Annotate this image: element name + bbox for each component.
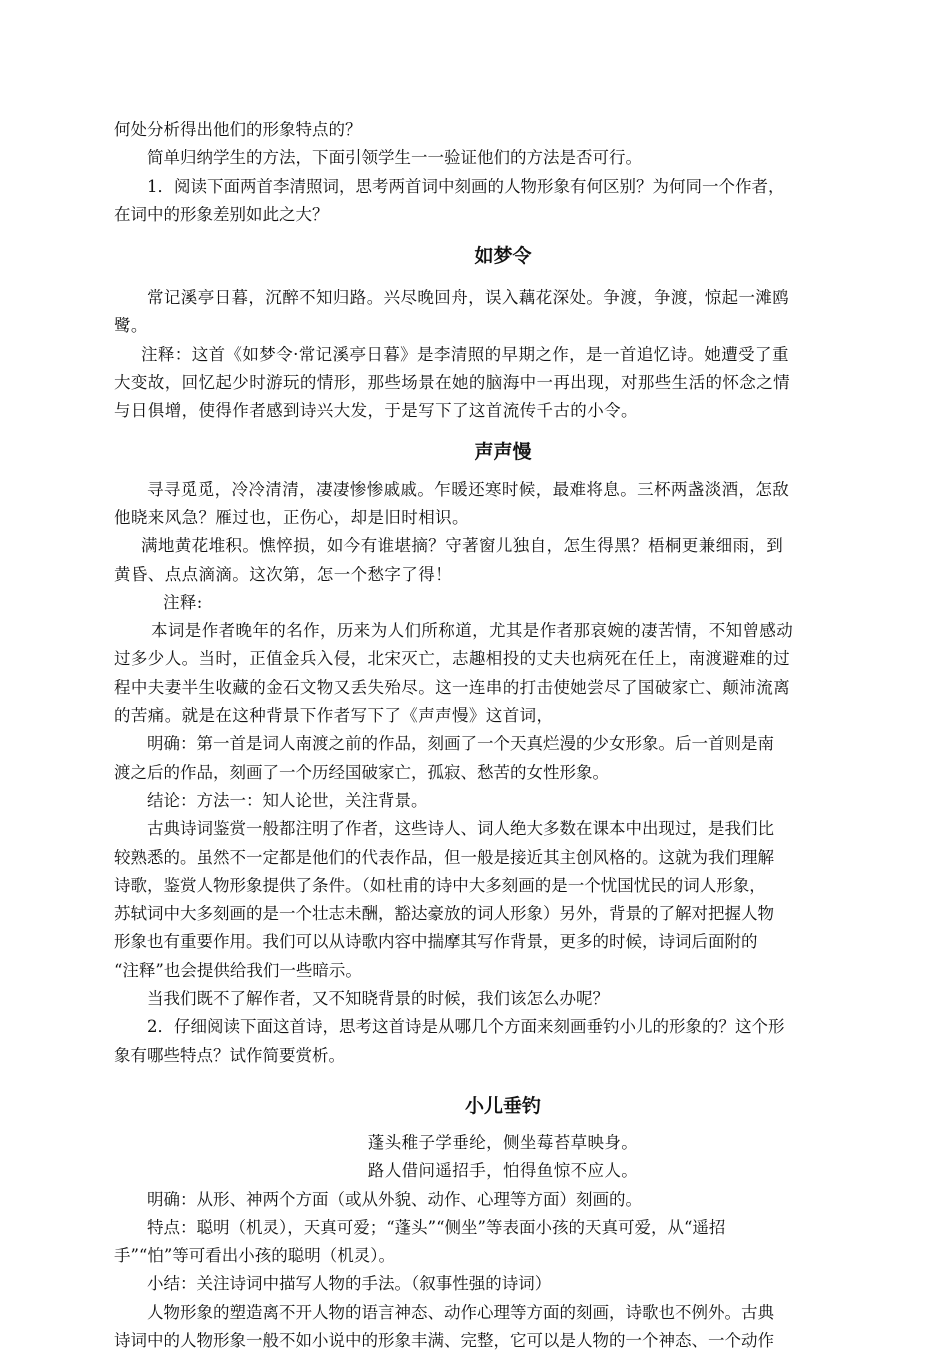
poem-note-line: 的苦痛。就是在这种背景下作者写下了《声声慢》这首词， — [114, 706, 554, 726]
paragraph-line: 明确：第一首是词人南渡之前的作品，刻画了一个天真烂漫的少女形象。后一首则是南 — [147, 734, 774, 754]
paragraph-line: 手”“怕”等可看出小孩的聪明（机灵）。 — [114, 1246, 396, 1266]
paragraph-line: 2．仔细阅读下面这首诗，思考这首诗是从哪几个方面来刻画垂钓小儿的形象的？这个形 — [147, 1017, 785, 1037]
paragraph-line: 苏轼词中大多刻画的是一个壮志未酬，豁达豪放的词人形象）另外，背景的了解对把握人物 — [114, 904, 774, 924]
poem-line: 满地黄花堆积。憔悴损，如今有谁堪摘？守著窗儿独自，怎生得黑？梧桐更兼细雨，到 — [141, 536, 784, 556]
paragraph-line: 小结：关注诗词中描写人物的手法。（叙事性强的诗词） — [147, 1274, 552, 1294]
poem-note-line: 大变故，回忆起少时游玩的情形，那些场景在她的脑海中一再出现，对那些生活的怀念之情 — [114, 373, 790, 393]
poem-title-rumengling: 如梦令 — [474, 245, 532, 268]
paragraph-line: 在词中的形象差别如此之大？ — [114, 204, 329, 224]
poem-line: 蓬头稚子学垂纶，侧坐莓苔草映身。 — [367, 1132, 639, 1152]
paragraph-line: 人物形象的塑造离不开人物的语言神态、动作心理等方面的刻画，诗歌也不例外。古典 — [147, 1302, 774, 1322]
poem-title-xiaoerchuidiao: 小儿垂钓 — [464, 1094, 541, 1117]
poem-line: 常记溪亭日暮，沉醉不知归路。兴尽晚回舟，误入藕花深处。争渡，争渡，惊起一滩鸥 — [147, 288, 790, 308]
paragraph-line: “注释”也会提供给我们一些暗示。 — [114, 960, 362, 980]
poem-note-label: 注释: — [163, 592, 203, 612]
paragraph-line: 特点：聪明（机灵），天真可爱；“蓬头”“侧坐”等表面小孩的天真可爱，从“遥招 — [147, 1217, 726, 1237]
paragraph-line: 明确：从形、神两个方面（或从外貌、动作、心理等方面）刻画的。 — [147, 1189, 642, 1209]
paragraph-line: 何处分析得出他们的形象特点的？ — [114, 120, 362, 139]
paragraph-line: 较熟悉的。虽然不一定都是他们的代表作品，但一般是接近其主创风格的。这就为我们理解 — [114, 847, 774, 867]
paragraph-line: 当我们既不了解作者，又不知晓背景的时候，我们该怎么办呢？ — [147, 989, 609, 1009]
poem-note-line: 本词是作者晚年的名作，历来为人们所称道，尤其是作者那哀婉的凄苦情，不知曾感动 — [151, 621, 794, 641]
poem-note-line: 程中夫妻半生收藏的金石文物又丢失殆尽。这一连串的打击使她尝尽了国破家亡、颠沛流离 — [114, 677, 790, 697]
paragraph-line: 诗歌，鉴赏人物形象提供了条件。（如杜甫的诗中大多刻画的是一个忧国忧民的词人形象， — [114, 875, 766, 895]
paragraph-line: 1．阅读下面两首李清照词，思考两首词中刻画的人物形象有何区别？为何同一个作者， — [147, 176, 785, 196]
paragraph-line: 渡之后的作品，刻画了一个历经国破家亡，孤寂、愁苦的女性形象。 — [114, 762, 609, 782]
poem-line: 鹭。 — [114, 316, 148, 336]
poem-line: 黄昏、点点滴滴。这次第，怎一个愁字了得！ — [114, 564, 452, 584]
poem-note-line: 与日俱增，使得作者感到诗兴大发，于是写下了这首流传千古的小令。 — [114, 401, 638, 421]
poem-line: 路人借问遥招手，怕得鱼惊不应人。 — [367, 1161, 639, 1181]
poem-title-shengshengman: 声声慢 — [474, 440, 532, 463]
paragraph-line: 简单归纳学生的方法，下面引领学生一一验证他们的方法是否可行。 — [147, 148, 642, 168]
poem-note-line: 过多少人。当时，正值金兵入侵，北宋灭亡，志趣相投的丈夫也病死在任上，南渡避难的过 — [114, 649, 790, 669]
paragraph-line: 形象也有重要作用。我们可以从诗歌内容中揣摩其写作背景，更多的时候，诗词后面附的 — [114, 932, 758, 952]
paragraph-line: 象有哪些特点？试作简要赏析。 — [114, 1045, 345, 1065]
document-page — [114, 116, 892, 1355]
poem-note-line: 注释：这首《如梦令·常记溪亭日暮》是李清照的早期之作，是一首追忆诗。她遭受了重 — [141, 344, 789, 364]
poem-line: 他晓来风急？雁过也，正伤心，却是旧时相识。 — [114, 507, 469, 527]
paragraph-line: 诗词中的人物形象一般不如小说中的形象丰满、完整，它可以是人物的一个神态、一个动作 — [114, 1330, 774, 1350]
paragraph-line: 结论：方法一：知人论世，关注背景。 — [147, 790, 428, 810]
paragraph-line: 古典诗词鉴赏一般都注明了作者，这些诗人、词人绝大多数在课本中出现过，是我们比 — [147, 819, 774, 839]
poem-line: 寻寻觅觅，冷冷清清，凄凄惨惨戚戚。乍暖还寒时候，最难将息。三杯两盏淡酒，怎敌 — [147, 479, 790, 499]
